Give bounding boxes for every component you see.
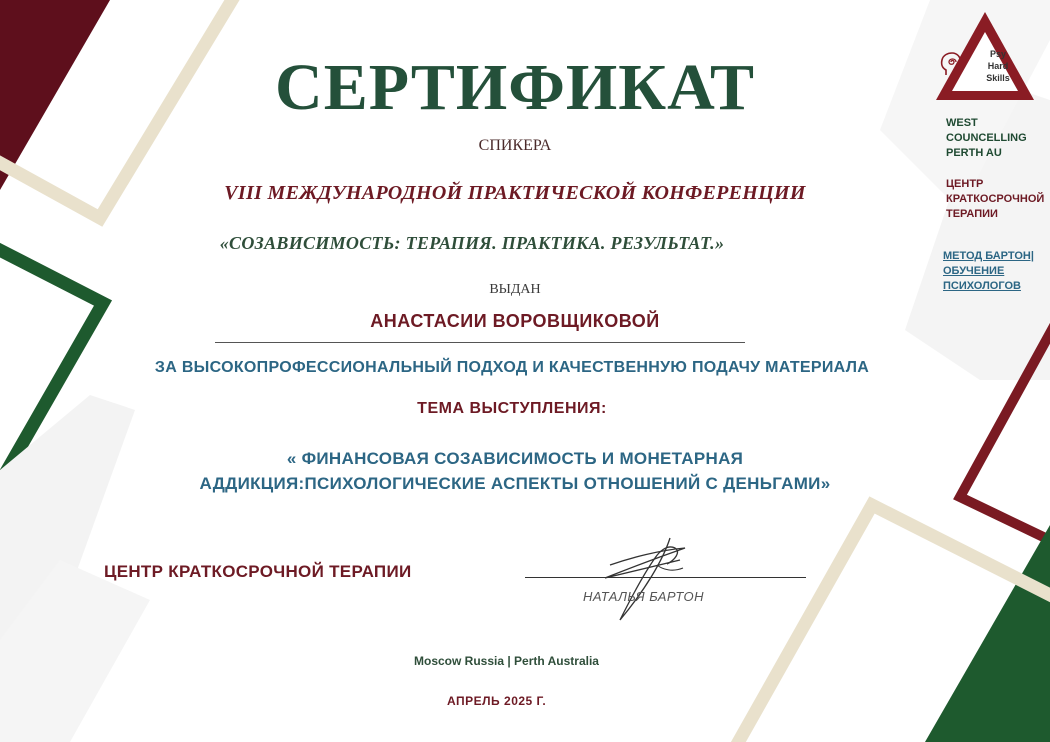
sidebar-center-line1: ЦЕНТР: [946, 178, 984, 190]
logo-text-skills: Skills: [986, 73, 1010, 83]
topic-line-1: « ФИНАНСОВАЯ СОЗАВИСИМОСТЬ И МОНЕТАРНАЯ: [286, 449, 744, 468]
signature-image: [575, 530, 705, 630]
location-text: Moscow Russia | Perth Australia: [414, 654, 599, 668]
sidebar-center-line3: ТЕРАПИИ: [946, 208, 998, 220]
sidebar-link-line2: ОБУЧЕНИЕ: [943, 265, 1005, 277]
sidebar-org-line1: WEST: [946, 117, 978, 129]
certificate-subtitle: СПИКЕРА: [478, 137, 552, 154]
issued-label: ВЫДАН: [489, 282, 541, 297]
conference-line: VIII МЕЖДУНАРОДНОЙ ПРАКТИЧЕСКОЙ КОНФЕРЕНЦИИ: [224, 182, 806, 204]
logo-text-psy: Psy: [989, 49, 1006, 59]
sidebar-link-line3: ПСИХОЛОГОВ: [943, 280, 1021, 292]
sidebar-org-line3: PERTH AU: [946, 147, 1002, 159]
sidebar-org-line2: COUNCELLING: [946, 132, 1027, 144]
topic-line-2: АДДИКЦИЯ:ПСИХОЛОГИЧЕСКИЕ АСПЕКТЫ ОТНОШЕНИЙ С ДЕНЬГАМИ»: [199, 474, 831, 493]
signatory-name: НАТАЛЬЯ БАРТОН: [583, 589, 704, 604]
certificate-title: СЕРТИФИКАТ: [275, 51, 755, 124]
topic-label: ТЕМА ВЫСТУПЛЕНИЯ:: [417, 400, 607, 417]
issue-date: АПРЕЛЬ 2025 Г.: [447, 694, 547, 708]
recipient-underline: [215, 342, 745, 343]
logo-text-hard: Hard: [987, 61, 1009, 71]
sidebar-link-line1: МЕТОД БАРТОН|: [943, 250, 1034, 262]
recipient-name: АНАСТАСИИ ВОРОВЩИКОВОЙ: [370, 311, 660, 331]
organization-name: ЦЕНТР КРАТКОСРОЧНОЙ ТЕРАПИИ: [104, 562, 412, 581]
sidebar-center-line2: КРАТКОСРОЧНОЙ: [946, 193, 1045, 205]
conference-name: «СОЗАВИСИМОСТЬ: ТЕРАПИЯ. ПРАКТИКА. РЕЗУЛЬТАТ.»: [219, 233, 725, 253]
award-reason: ЗА ВЫСОКОПРОФЕССИОНАЛЬНЫЙ ПОДХОД И КАЧЕСТВЕННУЮ ПОДАЧУ МАТЕРИАЛА: [154, 359, 870, 376]
